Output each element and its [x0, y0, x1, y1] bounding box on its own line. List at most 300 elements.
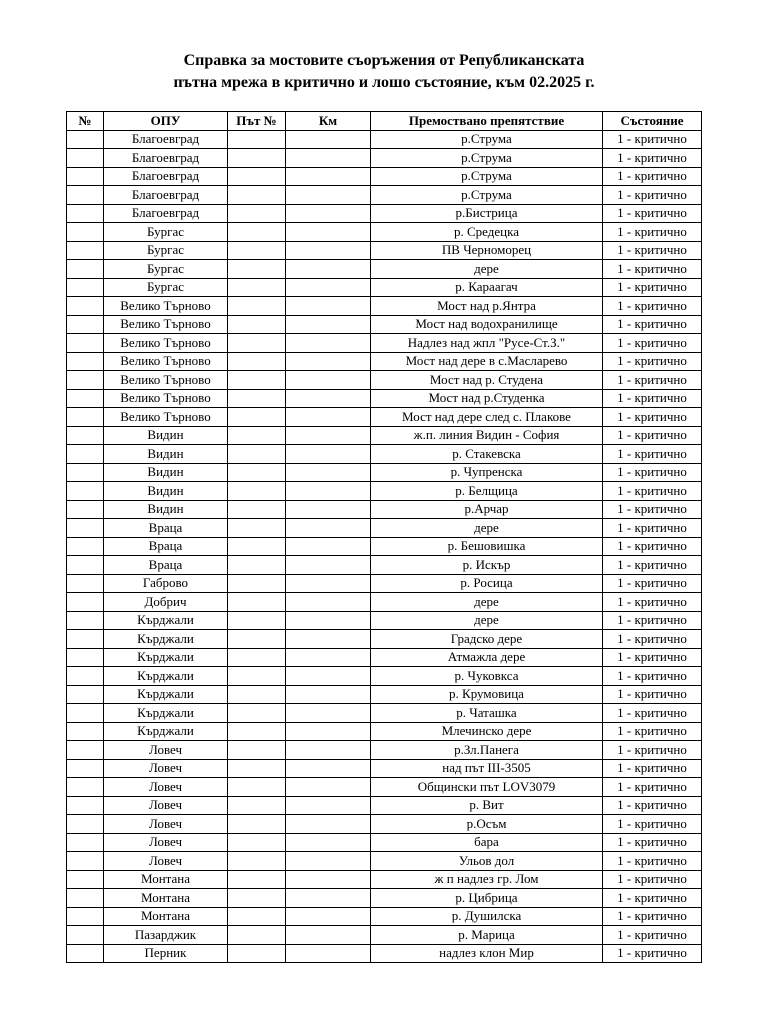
- cell-condition: 1 - критично: [603, 796, 702, 815]
- cell-obstacle: р. Чупренска: [371, 463, 603, 482]
- table-row: [67, 315, 702, 334]
- cell-opu: Велико Търново: [104, 408, 228, 427]
- cell-number: [67, 426, 104, 445]
- cell-road-number: [228, 852, 286, 871]
- cell-km: [286, 944, 371, 963]
- cell-obstacle: дере: [371, 519, 603, 538]
- cell-km: [286, 833, 371, 852]
- cell-number: [67, 722, 104, 741]
- cell-obstacle: р. Стакевска: [371, 445, 603, 464]
- cell-km: [286, 630, 371, 649]
- cell-number: [67, 371, 104, 390]
- cell-condition: 1 - критично: [603, 593, 702, 612]
- cell-number: [67, 408, 104, 427]
- cell-number: [67, 315, 104, 334]
- header-opu: ОПУ: [104, 112, 228, 131]
- cell-road-number: [228, 426, 286, 445]
- cell-road-number: [228, 371, 286, 390]
- cell-obstacle: р. Росица: [371, 574, 603, 593]
- cell-road-number: [228, 482, 286, 501]
- cell-condition: 1 - критично: [603, 852, 702, 871]
- cell-condition: 1 - критично: [603, 260, 702, 279]
- cell-opu: Кърджали: [104, 648, 228, 667]
- cell-road-number: [228, 907, 286, 926]
- cell-km: [286, 556, 371, 575]
- cell-obstacle: р. Чаташка: [371, 704, 603, 723]
- cell-number: [67, 519, 104, 538]
- cell-km: [286, 260, 371, 279]
- cell-obstacle: р.Осъм: [371, 815, 603, 834]
- cell-obstacle: р. Средецка: [371, 223, 603, 242]
- cell-opu: Бургас: [104, 278, 228, 297]
- cell-km: [286, 593, 371, 612]
- cell-opu: Монтана: [104, 889, 228, 908]
- cell-condition: 1 - критично: [603, 685, 702, 704]
- table-row: [67, 667, 702, 686]
- table-row: [67, 611, 702, 630]
- cell-condition: 1 - критично: [603, 186, 702, 205]
- cell-road-number: [228, 704, 286, 723]
- cell-number: [67, 593, 104, 612]
- cell-obstacle: Мост над водохранилище: [371, 315, 603, 334]
- cell-obstacle: р.Струма: [371, 149, 603, 168]
- cell-obstacle: Надлез над жпл "Русе-Ст.З.": [371, 334, 603, 353]
- cell-obstacle: Мост над дере след с. Плакове: [371, 408, 603, 427]
- table-row: [67, 130, 702, 149]
- cell-road-number: [228, 500, 286, 519]
- cell-condition: 1 - критично: [603, 500, 702, 519]
- header-condition: Състояние: [603, 112, 702, 131]
- cell-opu: Кърджали: [104, 685, 228, 704]
- cell-condition: 1 - критично: [603, 556, 702, 575]
- cell-obstacle: р. Цибрица: [371, 889, 603, 908]
- cell-km: [286, 297, 371, 316]
- cell-opu: Враца: [104, 519, 228, 538]
- cell-obstacle: р.Струма: [371, 130, 603, 149]
- table-row: [67, 482, 702, 501]
- table-row: [67, 833, 702, 852]
- table-row: [67, 149, 702, 168]
- cell-opu: Видин: [104, 445, 228, 464]
- cell-opu: Велико Търново: [104, 334, 228, 353]
- cell-obstacle: р. Караагач: [371, 278, 603, 297]
- cell-km: [286, 334, 371, 353]
- cell-opu: Ловеч: [104, 778, 228, 797]
- cell-km: [286, 926, 371, 945]
- cell-road-number: [228, 556, 286, 575]
- cell-opu: Монтана: [104, 907, 228, 926]
- cell-obstacle: Общински път LOV3079: [371, 778, 603, 797]
- cell-opu: Кърджали: [104, 630, 228, 649]
- cell-km: [286, 852, 371, 871]
- cell-road-number: [228, 574, 286, 593]
- cell-number: [67, 463, 104, 482]
- table-row: [67, 260, 702, 279]
- cell-condition: 1 - критично: [603, 445, 702, 464]
- cell-opu: Ловеч: [104, 796, 228, 815]
- cell-km: [286, 167, 371, 186]
- cell-condition: 1 - критично: [603, 667, 702, 686]
- cell-road-number: [228, 778, 286, 797]
- cell-condition: 1 - критично: [603, 408, 702, 427]
- cell-km: [286, 149, 371, 168]
- table-row: [67, 870, 702, 889]
- cell-number: [67, 389, 104, 408]
- cell-number: [67, 944, 104, 963]
- cell-km: [286, 130, 371, 149]
- cell-number: [67, 204, 104, 223]
- cell-condition: 1 - критично: [603, 815, 702, 834]
- cell-road-number: [228, 685, 286, 704]
- cell-road-number: [228, 833, 286, 852]
- title-line-1: Справка за мостовите съоръжения от Републиканската: [183, 52, 585, 69]
- cell-condition: 1 - критично: [603, 741, 702, 760]
- cell-opu: Перник: [104, 944, 228, 963]
- cell-km: [286, 889, 371, 908]
- cell-road-number: [228, 944, 286, 963]
- cell-road-number: [228, 796, 286, 815]
- cell-opu: Пазарджик: [104, 926, 228, 945]
- cell-number: [67, 741, 104, 760]
- cell-number: [67, 352, 104, 371]
- cell-condition: 1 - критично: [603, 833, 702, 852]
- header-number: №: [67, 112, 104, 131]
- cell-number: [67, 870, 104, 889]
- cell-km: [286, 463, 371, 482]
- cell-condition: 1 - критично: [603, 630, 702, 649]
- cell-condition: 1 - критично: [603, 704, 702, 723]
- cell-condition: 1 - критично: [603, 482, 702, 501]
- cell-km: [286, 223, 371, 242]
- cell-obstacle: дере: [371, 260, 603, 279]
- cell-obstacle: ж.п. линия Видин - София: [371, 426, 603, 445]
- cell-obstacle: р. Вит: [371, 796, 603, 815]
- cell-opu: Видин: [104, 482, 228, 501]
- cell-obstacle: бара: [371, 833, 603, 852]
- cell-obstacle: дере: [371, 611, 603, 630]
- cell-km: [286, 426, 371, 445]
- cell-opu: Ловеч: [104, 741, 228, 760]
- cell-obstacle: Мост над р.Студенка: [371, 389, 603, 408]
- cell-condition: 1 - критично: [603, 778, 702, 797]
- cell-road-number: [228, 130, 286, 149]
- cell-opu: Бургас: [104, 241, 228, 260]
- cell-condition: 1 - критично: [603, 907, 702, 926]
- cell-condition: 1 - критично: [603, 426, 702, 445]
- cell-km: [286, 907, 371, 926]
- cell-obstacle: р. Крумовица: [371, 685, 603, 704]
- cell-number: [67, 167, 104, 186]
- table-row: [67, 389, 702, 408]
- cell-condition: 1 - критично: [603, 371, 702, 390]
- table-row: [67, 463, 702, 482]
- cell-opu: Велико Търново: [104, 315, 228, 334]
- cell-condition: 1 - критично: [603, 130, 702, 149]
- cell-obstacle: р.Струма: [371, 167, 603, 186]
- cell-opu: Ловеч: [104, 815, 228, 834]
- cell-road-number: [228, 352, 286, 371]
- cell-road-number: [228, 889, 286, 908]
- cell-obstacle: Мост над р. Студена: [371, 371, 603, 390]
- cell-km: [286, 667, 371, 686]
- cell-number: [67, 537, 104, 556]
- cell-number: [67, 482, 104, 501]
- cell-condition: 1 - критично: [603, 389, 702, 408]
- cell-road-number: [228, 630, 286, 649]
- table-row: [67, 241, 702, 260]
- cell-road-number: [228, 334, 286, 353]
- cell-number: [67, 241, 104, 260]
- document-title: [0, 50, 768, 94]
- cell-road-number: [228, 648, 286, 667]
- cell-opu: Благоевград: [104, 204, 228, 223]
- table-row: [67, 741, 702, 760]
- cell-road-number: [228, 537, 286, 556]
- cell-obstacle: р.Струма: [371, 186, 603, 205]
- cell-condition: 1 - критично: [603, 611, 702, 630]
- cell-obstacle: Ульов дол: [371, 852, 603, 871]
- table-row: [67, 556, 702, 575]
- cell-km: [286, 759, 371, 778]
- cell-number: [67, 852, 104, 871]
- cell-km: [286, 741, 371, 760]
- cell-road-number: [228, 223, 286, 242]
- cell-opu: Благоевград: [104, 149, 228, 168]
- cell-obstacle: дере: [371, 593, 603, 612]
- cell-opu: Кърджали: [104, 611, 228, 630]
- table-row: [67, 722, 702, 741]
- table-row: [67, 796, 702, 815]
- cell-condition: 1 - критично: [603, 278, 702, 297]
- cell-obstacle: р. Бешовишка: [371, 537, 603, 556]
- cell-opu: Велико Търново: [104, 371, 228, 390]
- cell-obstacle: р. Белщица: [371, 482, 603, 501]
- cell-road-number: [228, 463, 286, 482]
- table-row: [67, 648, 702, 667]
- cell-opu: Бургас: [104, 223, 228, 242]
- cell-opu: Благоевград: [104, 186, 228, 205]
- table-row: [67, 186, 702, 205]
- table-row: [67, 334, 702, 353]
- cell-condition: 1 - критично: [603, 297, 702, 316]
- cell-road-number: [228, 315, 286, 334]
- cell-condition: 1 - критично: [603, 315, 702, 334]
- table-row: [67, 445, 702, 464]
- cell-road-number: [228, 741, 286, 760]
- cell-road-number: [228, 611, 286, 630]
- cell-number: [67, 223, 104, 242]
- table-row: [67, 593, 702, 612]
- table-row: [67, 167, 702, 186]
- cell-opu: Кърджали: [104, 667, 228, 686]
- header-obstacle: Премоствано препятствие: [371, 112, 603, 131]
- cell-condition: 1 - критично: [603, 648, 702, 667]
- cell-km: [286, 778, 371, 797]
- table-row: [67, 297, 702, 316]
- cell-km: [286, 648, 371, 667]
- cell-condition: 1 - критично: [603, 870, 702, 889]
- cell-road-number: [228, 759, 286, 778]
- cell-opu: Кърджали: [104, 704, 228, 723]
- cell-road-number: [228, 519, 286, 538]
- cell-opu: Видин: [104, 463, 228, 482]
- cell-road-number: [228, 167, 286, 186]
- cell-km: [286, 500, 371, 519]
- table-row: [67, 926, 702, 945]
- table-row: [67, 685, 702, 704]
- table-row: [67, 352, 702, 371]
- cell-road-number: [228, 722, 286, 741]
- cell-number: [67, 685, 104, 704]
- cell-number: [67, 556, 104, 575]
- cell-obstacle: р. Искър: [371, 556, 603, 575]
- cell-number: [67, 889, 104, 908]
- cell-number: [67, 796, 104, 815]
- cell-condition: 1 - критично: [603, 926, 702, 945]
- cell-condition: 1 - критично: [603, 204, 702, 223]
- cell-obstacle: ПВ Черноморец: [371, 241, 603, 260]
- cell-number: [67, 926, 104, 945]
- cell-condition: 1 - критично: [603, 149, 702, 168]
- cell-km: [286, 519, 371, 538]
- cell-obstacle: Млечинско дере: [371, 722, 603, 741]
- table-row: [67, 630, 702, 649]
- cell-opu: Велико Търново: [104, 297, 228, 316]
- cell-road-number: [228, 149, 286, 168]
- cell-opu: Видин: [104, 426, 228, 445]
- cell-condition: 1 - критично: [603, 759, 702, 778]
- cell-km: [286, 315, 371, 334]
- table-row: [67, 574, 702, 593]
- cell-km: [286, 815, 371, 834]
- cell-road-number: [228, 870, 286, 889]
- cell-number: [67, 297, 104, 316]
- cell-obstacle: р.Бистрица: [371, 204, 603, 223]
- cell-km: [286, 870, 371, 889]
- cell-condition: 1 - критично: [603, 722, 702, 741]
- cell-condition: 1 - критично: [603, 537, 702, 556]
- table-row: [67, 408, 702, 427]
- table-header-row: [67, 112, 702, 131]
- cell-opu: Видин: [104, 500, 228, 519]
- cell-condition: 1 - критично: [603, 463, 702, 482]
- cell-km: [286, 482, 371, 501]
- cell-opu: Бургас: [104, 260, 228, 279]
- cell-condition: 1 - критично: [603, 334, 702, 353]
- cell-obstacle: р. Марица: [371, 926, 603, 945]
- table-row: [67, 204, 702, 223]
- cell-opu: Монтана: [104, 870, 228, 889]
- cell-number: [67, 149, 104, 168]
- cell-obstacle: ж п надлез гр. Лом: [371, 870, 603, 889]
- cell-km: [286, 796, 371, 815]
- cell-opu: Кърджали: [104, 722, 228, 741]
- cell-road-number: [228, 297, 286, 316]
- cell-km: [286, 241, 371, 260]
- cell-condition: 1 - критично: [603, 352, 702, 371]
- cell-road-number: [228, 278, 286, 297]
- cell-number: [67, 778, 104, 797]
- cell-number: [67, 130, 104, 149]
- cell-condition: 1 - критично: [603, 167, 702, 186]
- table-body: [67, 130, 702, 963]
- cell-road-number: [228, 926, 286, 945]
- table-row: [67, 223, 702, 242]
- cell-km: [286, 574, 371, 593]
- cell-condition: 1 - критично: [603, 574, 702, 593]
- cell-km: [286, 278, 371, 297]
- cell-number: [67, 278, 104, 297]
- cell-km: [286, 352, 371, 371]
- cell-condition: 1 - критично: [603, 223, 702, 242]
- cell-number: [67, 611, 104, 630]
- cell-obstacle: р. Чуковкса: [371, 667, 603, 686]
- cell-road-number: [228, 186, 286, 205]
- cell-km: [286, 371, 371, 390]
- cell-condition: 1 - критично: [603, 944, 702, 963]
- cell-condition: 1 - критично: [603, 519, 702, 538]
- cell-road-number: [228, 389, 286, 408]
- table-row: [67, 852, 702, 871]
- cell-number: [67, 334, 104, 353]
- table-row: [67, 815, 702, 834]
- cell-km: [286, 389, 371, 408]
- cell-opu: Ловеч: [104, 833, 228, 852]
- cell-number: [67, 833, 104, 852]
- cell-condition: 1 - критично: [603, 241, 702, 260]
- cell-km: [286, 704, 371, 723]
- cell-km: [286, 537, 371, 556]
- cell-opu: Добрич: [104, 593, 228, 612]
- cell-number: [67, 186, 104, 205]
- cell-number: [67, 630, 104, 649]
- cell-road-number: [228, 815, 286, 834]
- table-row: [67, 704, 702, 723]
- cell-road-number: [228, 408, 286, 427]
- cell-opu: Благоевград: [104, 167, 228, 186]
- cell-obstacle: Мост над р.Янтра: [371, 297, 603, 316]
- cell-opu: Ловеч: [104, 759, 228, 778]
- cell-condition: 1 - критично: [603, 889, 702, 908]
- table-row: [67, 278, 702, 297]
- table-row: [67, 778, 702, 797]
- table-row: [67, 426, 702, 445]
- cell-obstacle: р.Арчар: [371, 500, 603, 519]
- cell-obstacle: р. Душилска: [371, 907, 603, 926]
- cell-km: [286, 204, 371, 223]
- header-road-number: Път №: [228, 112, 286, 131]
- table-row: [67, 889, 702, 908]
- cell-km: [286, 685, 371, 704]
- cell-km: [286, 445, 371, 464]
- cell-road-number: [228, 667, 286, 686]
- cell-obstacle: над път III-3505: [371, 759, 603, 778]
- cell-number: [67, 500, 104, 519]
- table-row: [67, 519, 702, 538]
- cell-opu: Габрово: [104, 574, 228, 593]
- cell-opu: Благоевград: [104, 130, 228, 149]
- table-row: [67, 500, 702, 519]
- cell-obstacle: надлез клон Мир: [371, 944, 603, 963]
- table-row: [67, 907, 702, 926]
- cell-obstacle: Мост над дере в с.Масларево: [371, 352, 603, 371]
- cell-road-number: [228, 241, 286, 260]
- cell-road-number: [228, 593, 286, 612]
- title-line-2: пътна мрежа в критично и лошо състояние, към 02.2025 г.: [173, 74, 595, 91]
- cell-road-number: [228, 260, 286, 279]
- table-row: [67, 371, 702, 390]
- cell-number: [67, 907, 104, 926]
